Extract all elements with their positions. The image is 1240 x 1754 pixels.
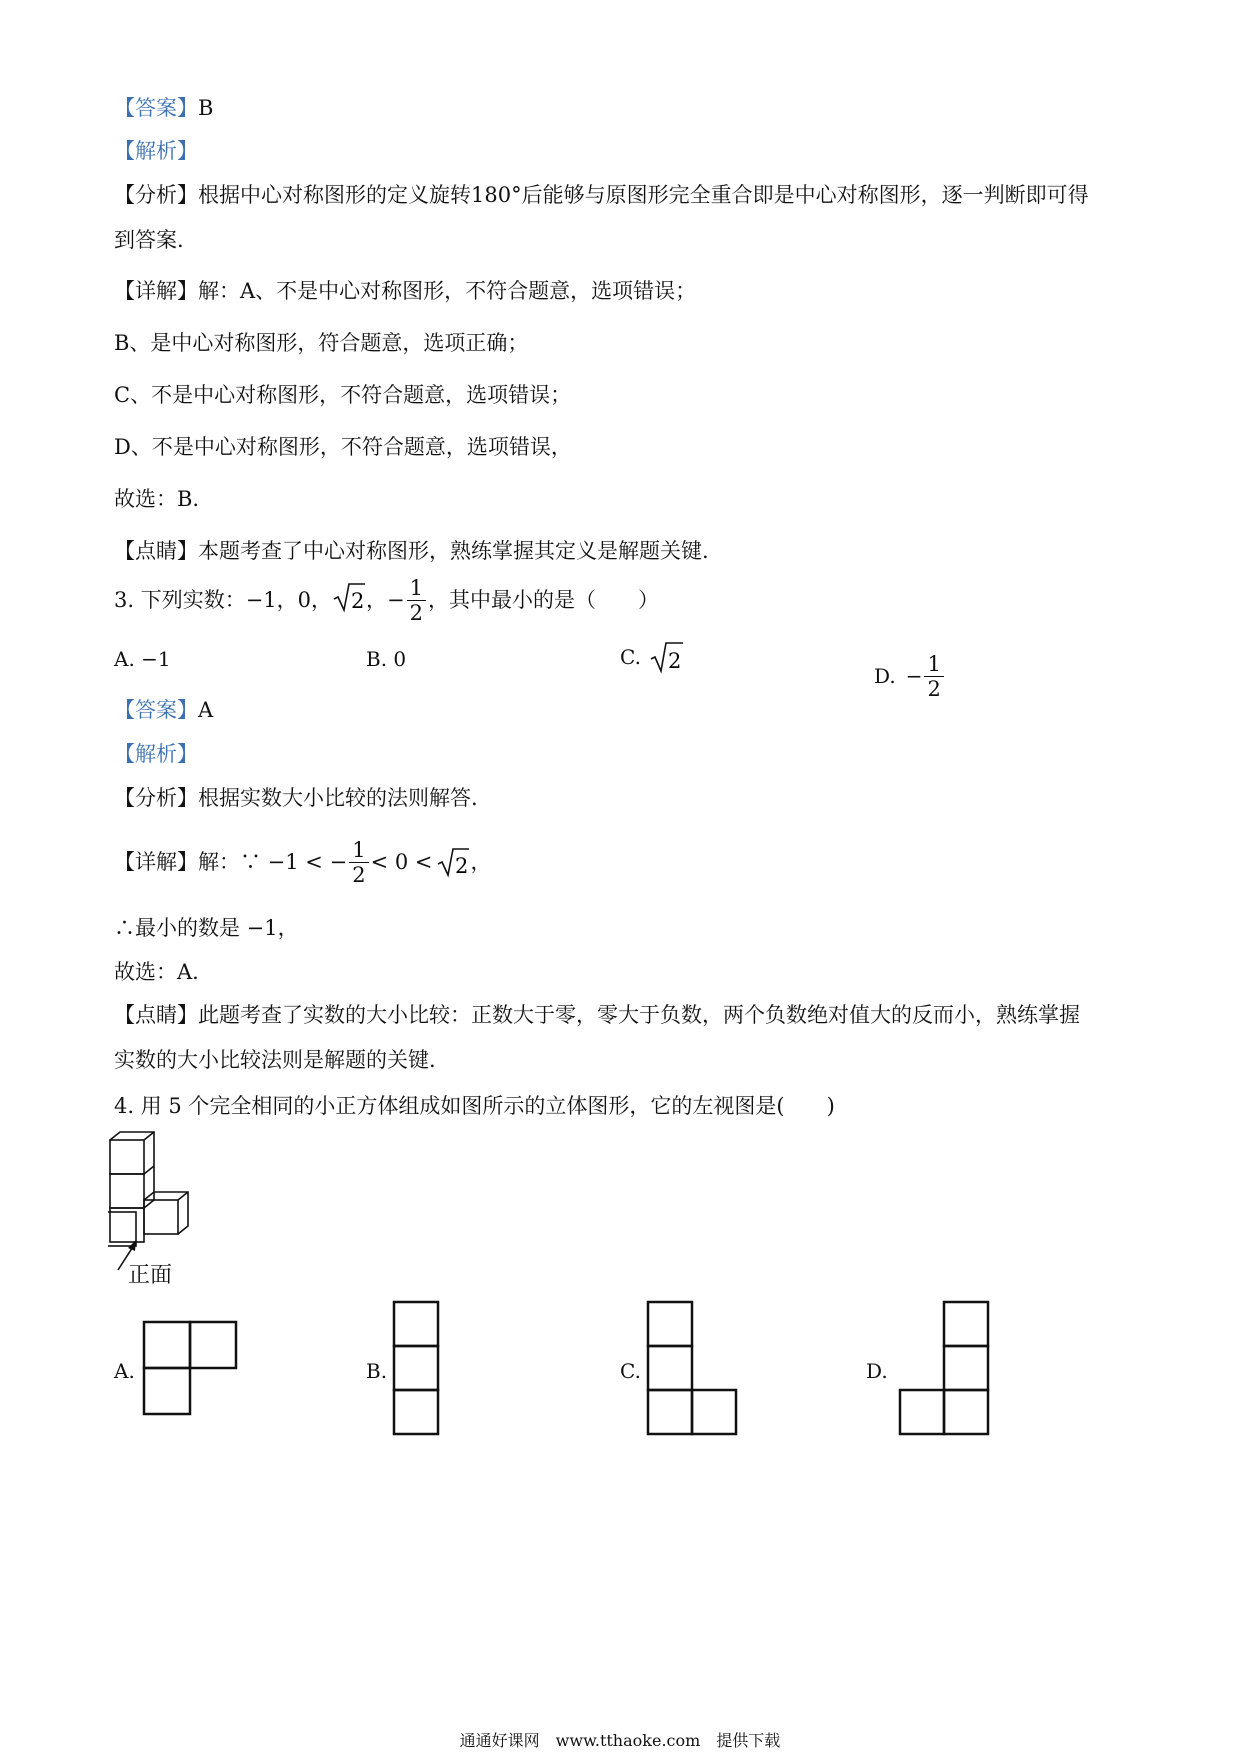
view-square	[648, 1390, 692, 1434]
q3-option-b	[366, 645, 406, 673]
option-a-value: −1	[141, 647, 171, 671]
view-square	[944, 1302, 988, 1346]
q2-line-d: D、不是中心对称图形，不符合题意，选项错误，	[114, 435, 572, 459]
front-label: 正面	[128, 1263, 173, 1288]
fraction-numerator: 1	[924, 652, 943, 677]
answer-value: B	[198, 96, 214, 120]
sqrt-radicand: 2	[667, 649, 682, 673]
view-square	[648, 1302, 692, 1346]
option-a-label: A.	[114, 647, 135, 671]
q2-choose: 故选：B.	[114, 487, 200, 511]
q3-xiangjie-line	[114, 832, 491, 892]
q4-option-a-label: A.	[114, 1359, 135, 1383]
option-c-label: C.	[620, 645, 641, 669]
view-square	[394, 1390, 438, 1434]
fraction	[349, 838, 368, 887]
xiangjie-tag: 【详解】	[114, 850, 198, 874]
fraction	[407, 576, 426, 625]
q2-line-b: B、是中心对称图形，符合题意，选项正确；	[114, 331, 529, 355]
view-square	[144, 1368, 190, 1414]
fraction-numerator: 1	[407, 576, 426, 601]
q3-fenxi-line	[114, 784, 478, 812]
q3-stem-suffix: ，其中最小的是（ ）	[428, 588, 660, 612]
q2-line-c: C、不是中心对称图形，不符合题意，选项错误；	[114, 383, 572, 407]
fraction-denominator: 2	[409, 600, 424, 625]
q3-dianjing-line-1	[114, 1001, 1080, 1029]
q2-answer-line	[114, 94, 213, 122]
view-square	[394, 1346, 438, 1390]
fenxi-text: 根据中心对称图形的定义旋转180°后能够与原图形完全重合即是中心对称图形，逐一判断即可得	[198, 183, 1089, 207]
fenxi-tag: 【分析】	[114, 183, 198, 207]
fraction-numerator: 1	[349, 838, 368, 863]
answer-value: A	[198, 698, 214, 722]
q4-option-c-label: C.	[620, 1359, 641, 1383]
option-b-value: 0	[393, 647, 407, 671]
xiangjie-mid: < 0 <	[370, 850, 433, 874]
q4-option-d-label: D.	[866, 1359, 888, 1383]
fraction	[924, 652, 943, 701]
view-square	[944, 1390, 988, 1434]
sqrt-symbol	[436, 846, 470, 878]
option-b-label: B.	[366, 647, 388, 671]
view-square	[944, 1346, 988, 1390]
sqrt-symbol	[649, 640, 685, 674]
fenxi-text: 根据实数大小比较的法则解答.	[198, 786, 478, 810]
xiangjie-prefix: 解：∵ −1 < −	[198, 850, 348, 874]
view-square	[394, 1302, 438, 1346]
view-square	[692, 1390, 736, 1434]
dianjing-text: 此题考查了实数的大小比较：正数大于零，零大于负数，两个负数绝对值大的反而小，熟练掌握	[198, 1003, 1080, 1027]
q3-answer-line	[114, 696, 213, 724]
q4-option-b-label: B.	[366, 1359, 388, 1383]
sqrt-radicand: 2	[455, 854, 469, 878]
option-d-minus: −	[905, 664, 923, 688]
dianjing-text: 本题考查了中心对称图形，熟练掌握其定义是解题关键.	[198, 539, 709, 563]
view-square	[144, 1322, 190, 1368]
q4-stem: 4. 用 5 个完全相同的小正方体组成如图所示的立体图形，它的左视图是( )	[114, 1094, 835, 1118]
xiangjie-tag: 【详解】	[114, 279, 198, 303]
cube-face	[144, 1200, 178, 1234]
q3-analysis-tag: 【解析】	[114, 742, 198, 766]
answer-tag: 【答案】	[114, 96, 198, 120]
fenxi-tag: 【分析】	[114, 786, 198, 810]
view-square	[190, 1322, 236, 1368]
fraction-denominator: 2	[352, 862, 366, 887]
cube-face	[108, 1212, 136, 1246]
answer-tag: 【答案】	[114, 698, 198, 722]
view-square	[900, 1390, 944, 1434]
page-footer: 通通好课网 www.tthaoke.com 提供下载	[459, 1731, 781, 1750]
view-square	[648, 1346, 692, 1390]
q3-option-d	[874, 646, 946, 706]
xiangjie-suffix: ，	[470, 850, 492, 874]
fraction-denominator: 2	[927, 676, 941, 701]
q3-therefore: ∴最小的数是 −1，	[114, 916, 299, 940]
sqrt-symbol	[332, 581, 366, 620]
option-d-label: D.	[874, 664, 896, 688]
q4-option-b-figure	[392, 1300, 444, 1440]
q3-stem-prefix: 3. 下列实数：−1，0，	[114, 588, 333, 612]
dianjing-tag: 【点睛】	[114, 1003, 198, 1027]
q4-option-a-figure	[142, 1320, 246, 1418]
q3-stem	[114, 572, 659, 628]
q2-dianjing-line	[114, 537, 709, 565]
q2-fenxi-line-1	[114, 181, 1089, 209]
q3-choose: 故选：A.	[114, 960, 199, 984]
dianjing-tag: 【点睛】	[114, 539, 198, 563]
q4-option-c-figure	[646, 1300, 744, 1440]
q2-analysis-tag: 【解析】	[114, 139, 198, 163]
sqrt-radicand: 2	[351, 588, 365, 613]
cube-face	[110, 1208, 144, 1242]
q4-option-d-figure	[898, 1300, 996, 1440]
q3-option-a	[114, 645, 171, 673]
q2-fenxi-line-2: 到答案.	[114, 228, 184, 252]
q3-dianjing-line-2: 实数的大小比较法则是解题的关键.	[114, 1048, 436, 1072]
q3-stem-sep: ，−	[366, 588, 405, 612]
q3-option-c	[620, 640, 685, 674]
cube-face	[110, 1140, 144, 1174]
q2-xiangjie-line	[114, 277, 696, 305]
cube-face	[110, 1174, 144, 1208]
xiangjie-text: 解：A、不是中心对称图形，不符合题意，选项错误；	[198, 279, 697, 303]
